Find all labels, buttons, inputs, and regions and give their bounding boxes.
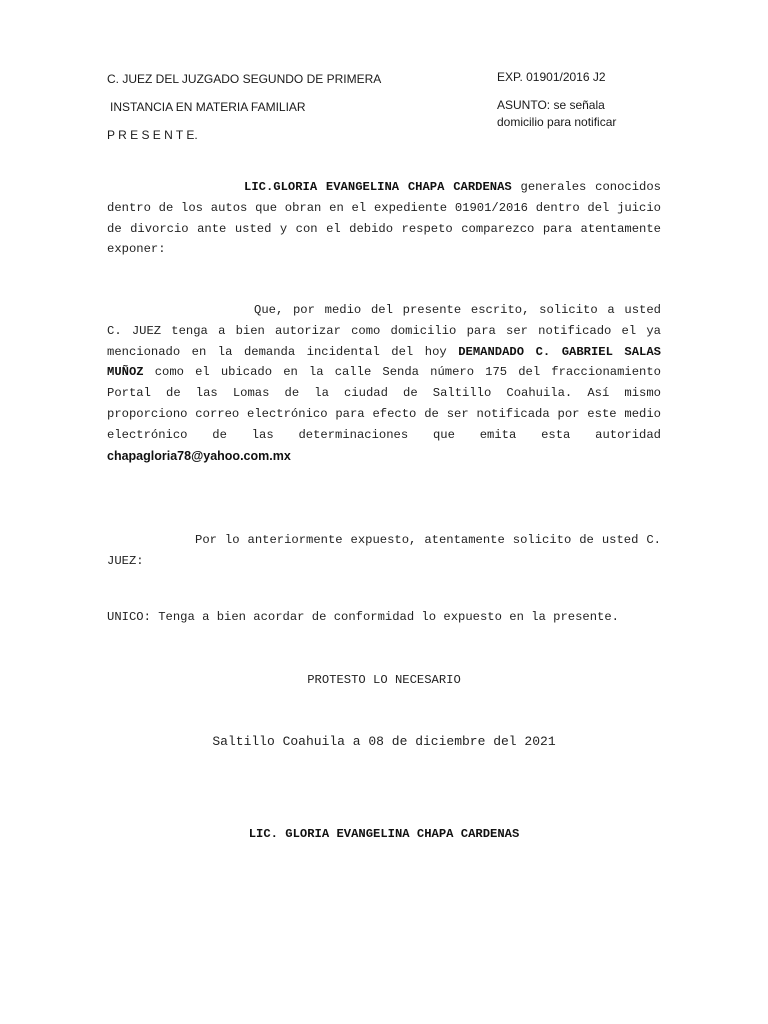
- body-text-after: como el ubicado en la calle Senda número 175 del fraccionamiento Portal de las Lomas de la ciudad de Saltillo Coahuila. Así mismo proporciono correo electrónico para efecto de ser notificada por este medio electrónico de las determinaciones que emita esta autoridad: [107, 365, 661, 442]
- asunto-line-1: ASUNTO: se señala: [497, 98, 605, 112]
- intro-text: generales conocidos dentro de los autos que obran en el expediente 01901/2016 dentro del juicio de divorcio ante usted y con el debido respeto comparezco para atentamente exponer:: [107, 180, 661, 257]
- request-text: Por lo anteriormente expuesto, atentamente solicito de usted C. JUEZ:: [107, 533, 661, 568]
- protesto-line: PROTESTO LO NECESARIO: [307, 673, 461, 687]
- author-name: LIC.GLORIA EVANGELINA CHAPA CARDENAS: [244, 180, 512, 194]
- intro-paragraph: [107, 177, 661, 260]
- recipient-line-2: INSTANCIA EN MATERIA FAMILIAR: [110, 100, 306, 114]
- request-body-paragraph: [107, 300, 661, 467]
- defendant-name: DEMANDADO C. GABRIEL SALAS MUÑOZ: [107, 344, 661, 380]
- asunto-line-2: domicilio para notificar: [497, 115, 617, 129]
- recipient-line-1: C. JUEZ DEL JUZGADO SEGUNDO DE PRIMERA: [107, 72, 382, 86]
- unico-paragraph: UNICO: Tenga a bien acordar de conformidad lo expuesto en la presente.: [107, 610, 619, 624]
- signature-name: LIC. GLORIA EVANGELINA CHAPA CARDENAS: [248, 827, 520, 841]
- place-date-line: Saltillo Coahuila a 08 de diciembre del 2021: [212, 734, 556, 749]
- body-text-before: Que, por medio del presente escrito, solicito a usted C. JUEZ tenga a bien autorizar como domicilio para ser notificado el ya mencionado en la demanda incidental del hoy: [107, 303, 661, 359]
- presente-label: P R E S E N T E.: [107, 128, 198, 142]
- email-address: chapagloria78@yahoo.com.mx: [107, 448, 291, 463]
- request-paragraph: [107, 530, 661, 572]
- expediente-number: EXP. 01901/2016 J2: [497, 70, 606, 84]
